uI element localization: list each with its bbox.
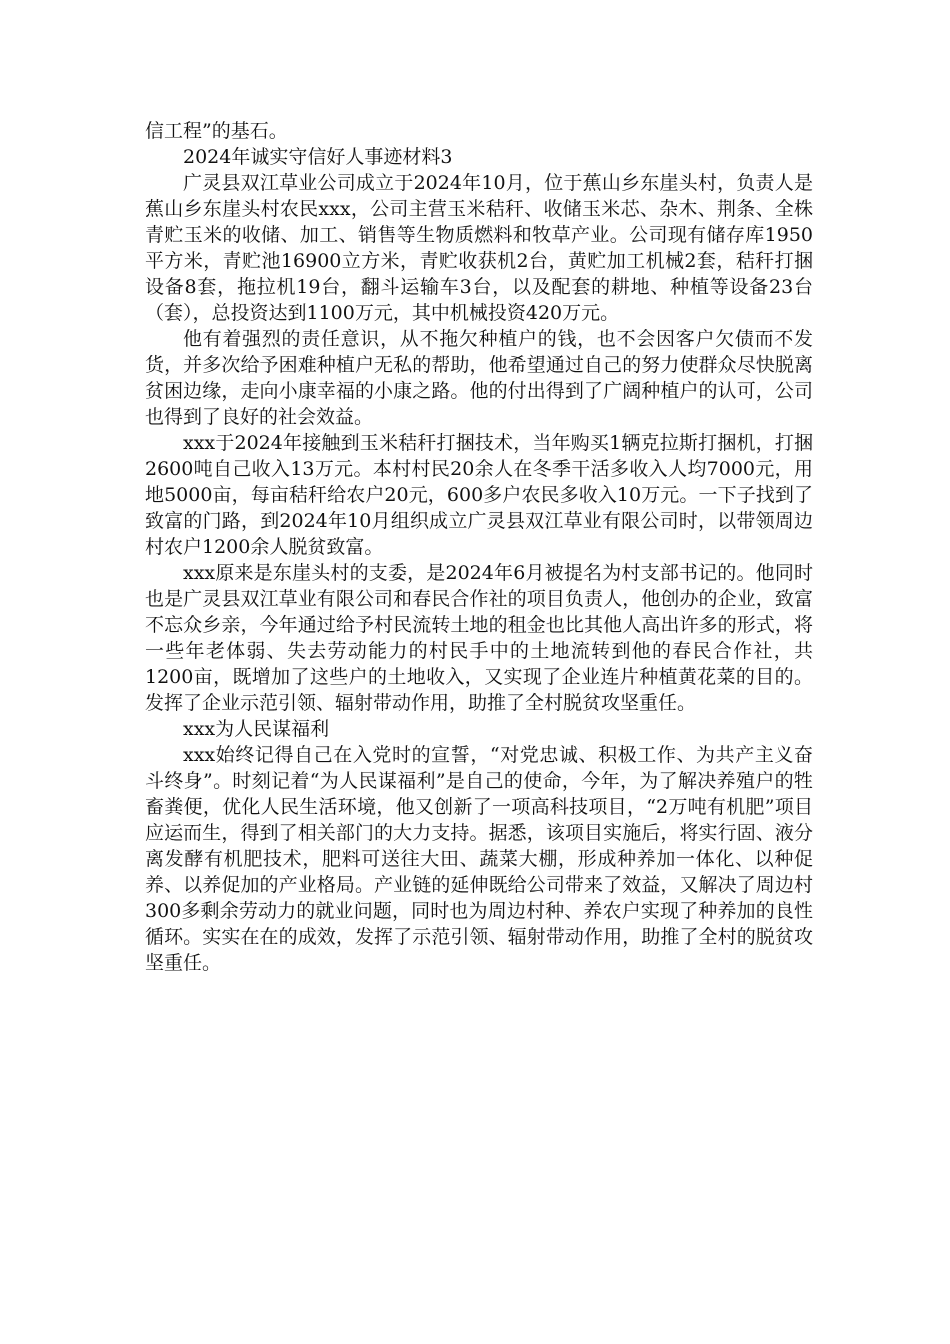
paragraph-company-intro: 广灵县双江草业公司成立于2024年10月，位于蕉山乡东崖头村，负责人是蕉山乡东崖头村农民xxx，公司主营玉米秸秆、收储玉米芯、杂木、荆条、全株青贮玉米的收储、加工、销售等生物质燃料和牧草产业。公司现有储存库1950平方米，青贮池16900立方米，青贮收获机2台，黄贮加工机械2套，秸秆打捆设备8套，拖拉机19台，翻斗运输车3台，以及配套的耕地、种植等设备23台（套），总投资达到1100万元，其中机械投资420万元。 [145, 172, 813, 324]
paragraph-continuation: 信工程”的基石。 [145, 120, 288, 142]
section-heading-material-3: 2024年诚实守信好人事迹材料3 [183, 146, 453, 168]
document-page [145, 118, 813, 976]
section-heading-welfare: xxx为人民谋福利 [183, 718, 330, 740]
paragraph-baling-technology: xxx于2024年接触到玉米秸秆打捆技术，当年购买1辆克拉斯打捆机，打捆2600吨自己收入13万元。本村村民20余人在冬季干活多收入人均7000元，用地5000亩，每亩秸秆给农户20元，600多户农民多收入10万元。一下子找到了致富的门路，到2024年10月组织成立广灵县双江草业有限公司时，以带领周边村农户1200余人脱贫致富。 [145, 432, 813, 558]
paragraph-responsibility: 他有着强烈的责任意识，从不拖欠种植户的钱，也不会因客户欠债而不发货，并多次给予困难种植户无私的帮助，他希望通过自己的努力使群众尽快脱离贫困边缘，走向小康幸福的小康之路。他的付出得到了广阔种植户的认可，公司也得到了良好的社会效益。 [145, 328, 813, 428]
paragraph-village-committee: xxx原来是东崖头村的支委，是2024年6月被提名为村支部书记的。他同时也是广灵县双江草业有限公司和春民合作社的项目负责人，他创办的企业，致富不忘众乡亲，今年通过给予村民流转土地的租金也比其他人高出许多的形式，将一些年老体弱、失去劳动能力的村民手中的土地流转到他的春民合作社，共1200亩，既增加了这些户的土地收入，又实现了企业连片种植黄花菜的目的。发挥了企业示范引领、辐射带动作用，助推了全村脱贫攻坚重任。 [145, 562, 813, 714]
paragraph-party-oath: xxx始终记得自己在入党时的宣誓，“对党忠诚、积极工作、为共产主义奋斗终身”。时刻记着“为人民谋福利”是自己的使命，今年，为了解决养殖户的牲畜粪便，优化人民生活环境，他又创新了一项高科技项目，“2万吨有机肥”项目应运而生，得到了相关部门的大力支持。据悉，该项目实施后，将实行固、液分离发酵有机肥技术，肥料可送往大田、蔬菜大棚，形成种养加一体化、以种促养、以养促加的产业格局。产业链的延伸既给公司带来了效益，又解决了周边村300多剩余劳动力的就业问题，同时也为周边村种、养农户实现了种养加的良性循环。实实在在的成效，发挥了示范引领、辐射带动作用，助推了全村的脱贫攻坚重任。 [145, 744, 813, 974]
